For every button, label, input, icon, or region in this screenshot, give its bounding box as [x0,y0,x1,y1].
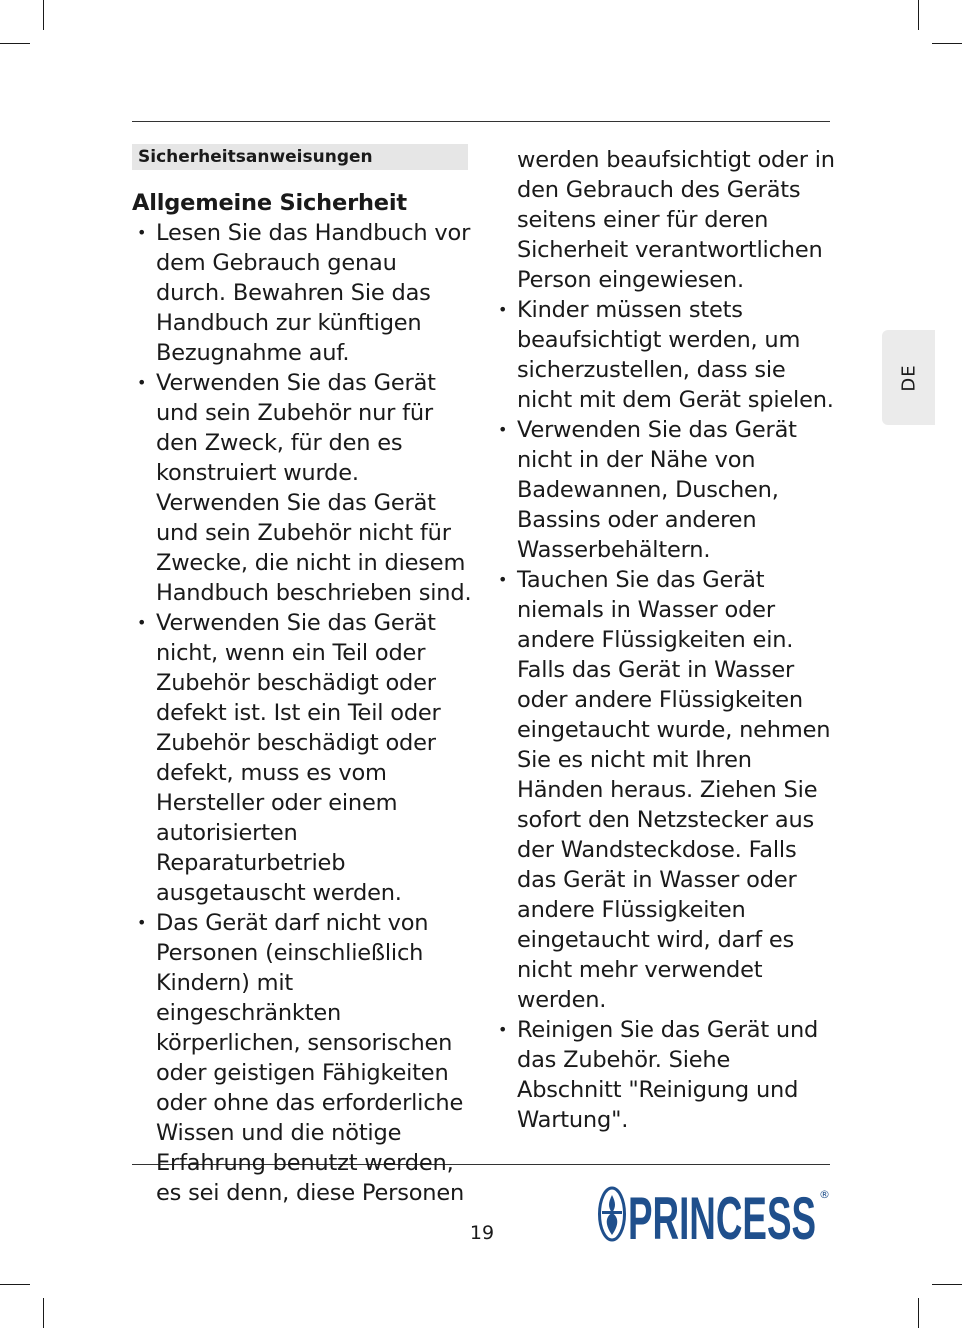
crop-mark [43,1298,44,1328]
language-label: DE [898,363,919,392]
crown-emblem-icon [600,1188,625,1240]
registered-mark: ® [819,1188,830,1201]
crop-mark [0,1284,30,1285]
page-number: 19 [469,1222,495,1244]
crop-mark [43,0,44,30]
bullet-item: • Das Gerät darf nicht von Personen (einschließlich Kindern) mit eingeschränkten körperlichen, sensorischen oder geistigen Fähigkeiten oder ohne das erforderliche Wissen und die nötige Erfahrung benutzt werden, es sei denn, diese Personen [132,908,472,1208]
heading: Allgemeine Sicherheit [132,190,407,216]
bullet-item: • Verwenden Sie das Gerät nicht in der Nähe von Badewannen, Duschen, Bassins oder anderen Wasserbehältern. [493,415,838,565]
continued-text: werden beaufsichtigt oder in den Gebrauch des Geräts seitens einer für deren Sicherheit verantwortlichen Person eingewiesen. [517,147,835,293]
bullet-item: • Lesen Sie das Handbuch vor dem Gebrauch genau durch. Bewahren Sie das Handbuch zur künftigen Bezugnahme auf. [132,218,472,368]
brand-name: PRINCESS [628,1185,816,1245]
bullet-item: • Verwenden Sie das Gerät und sein Zubehör nur für den Zweck, für den es konstruiert wurde. Verwenden Sie das Gerät und sein Zubehör nicht für Zwecke, die nicht in diesem Handbuch beschrieben sind. [132,368,472,608]
crop-mark [918,0,919,30]
crop-mark [932,43,962,44]
left-column [132,144,472,1208]
crop-mark [0,43,30,44]
bullet-item: • Kinder müssen stets beaufsichtigt werden, um sicherzustellen, dass sie nicht mit dem Gerät spielen. [493,295,838,415]
bullet-item: • Tauchen Sie das Gerät niemals in Wasser oder andere Flüssigkeiten ein. Falls das Gerät in Wasser oder andere Flüssigkeiten eingetaucht wurde, nehmen Sie es nicht mit Ihren Händen heraus. Ziehen Sie sofort den Netzstecker aus der Wandsteckdose. Falls das Gerät in Wasser oder andere Flüssigkeiten eingetaucht wird, darf es nicht mehr verwendet werden. [493,565,838,1015]
left-bullet-list [132,218,472,1208]
crop-mark [932,1284,962,1285]
princess-logo [598,1183,830,1245]
bullet-item: • Reinigen Sie das Gerät und das Zubehör. Siehe Abschnitt "Reinigung und Wartung". [493,1015,838,1135]
bullet-item: • Verwenden Sie das Gerät nicht, wenn ein Teil oder Zubehör beschädigt oder defekt ist. Ist ein Teil oder Zubehör beschädigt oder defekt, muss es vom Hersteller oder einem autorisierten Reparaturbetrieb ausgetauscht werden. [132,608,472,908]
language-tab [882,330,935,425]
right-column [493,145,838,1135]
section-title: Sicherheitsanweisungen [132,144,468,170]
crop-mark [918,1298,919,1328]
right-bullet-list [493,295,838,1135]
top-rule [132,121,830,122]
